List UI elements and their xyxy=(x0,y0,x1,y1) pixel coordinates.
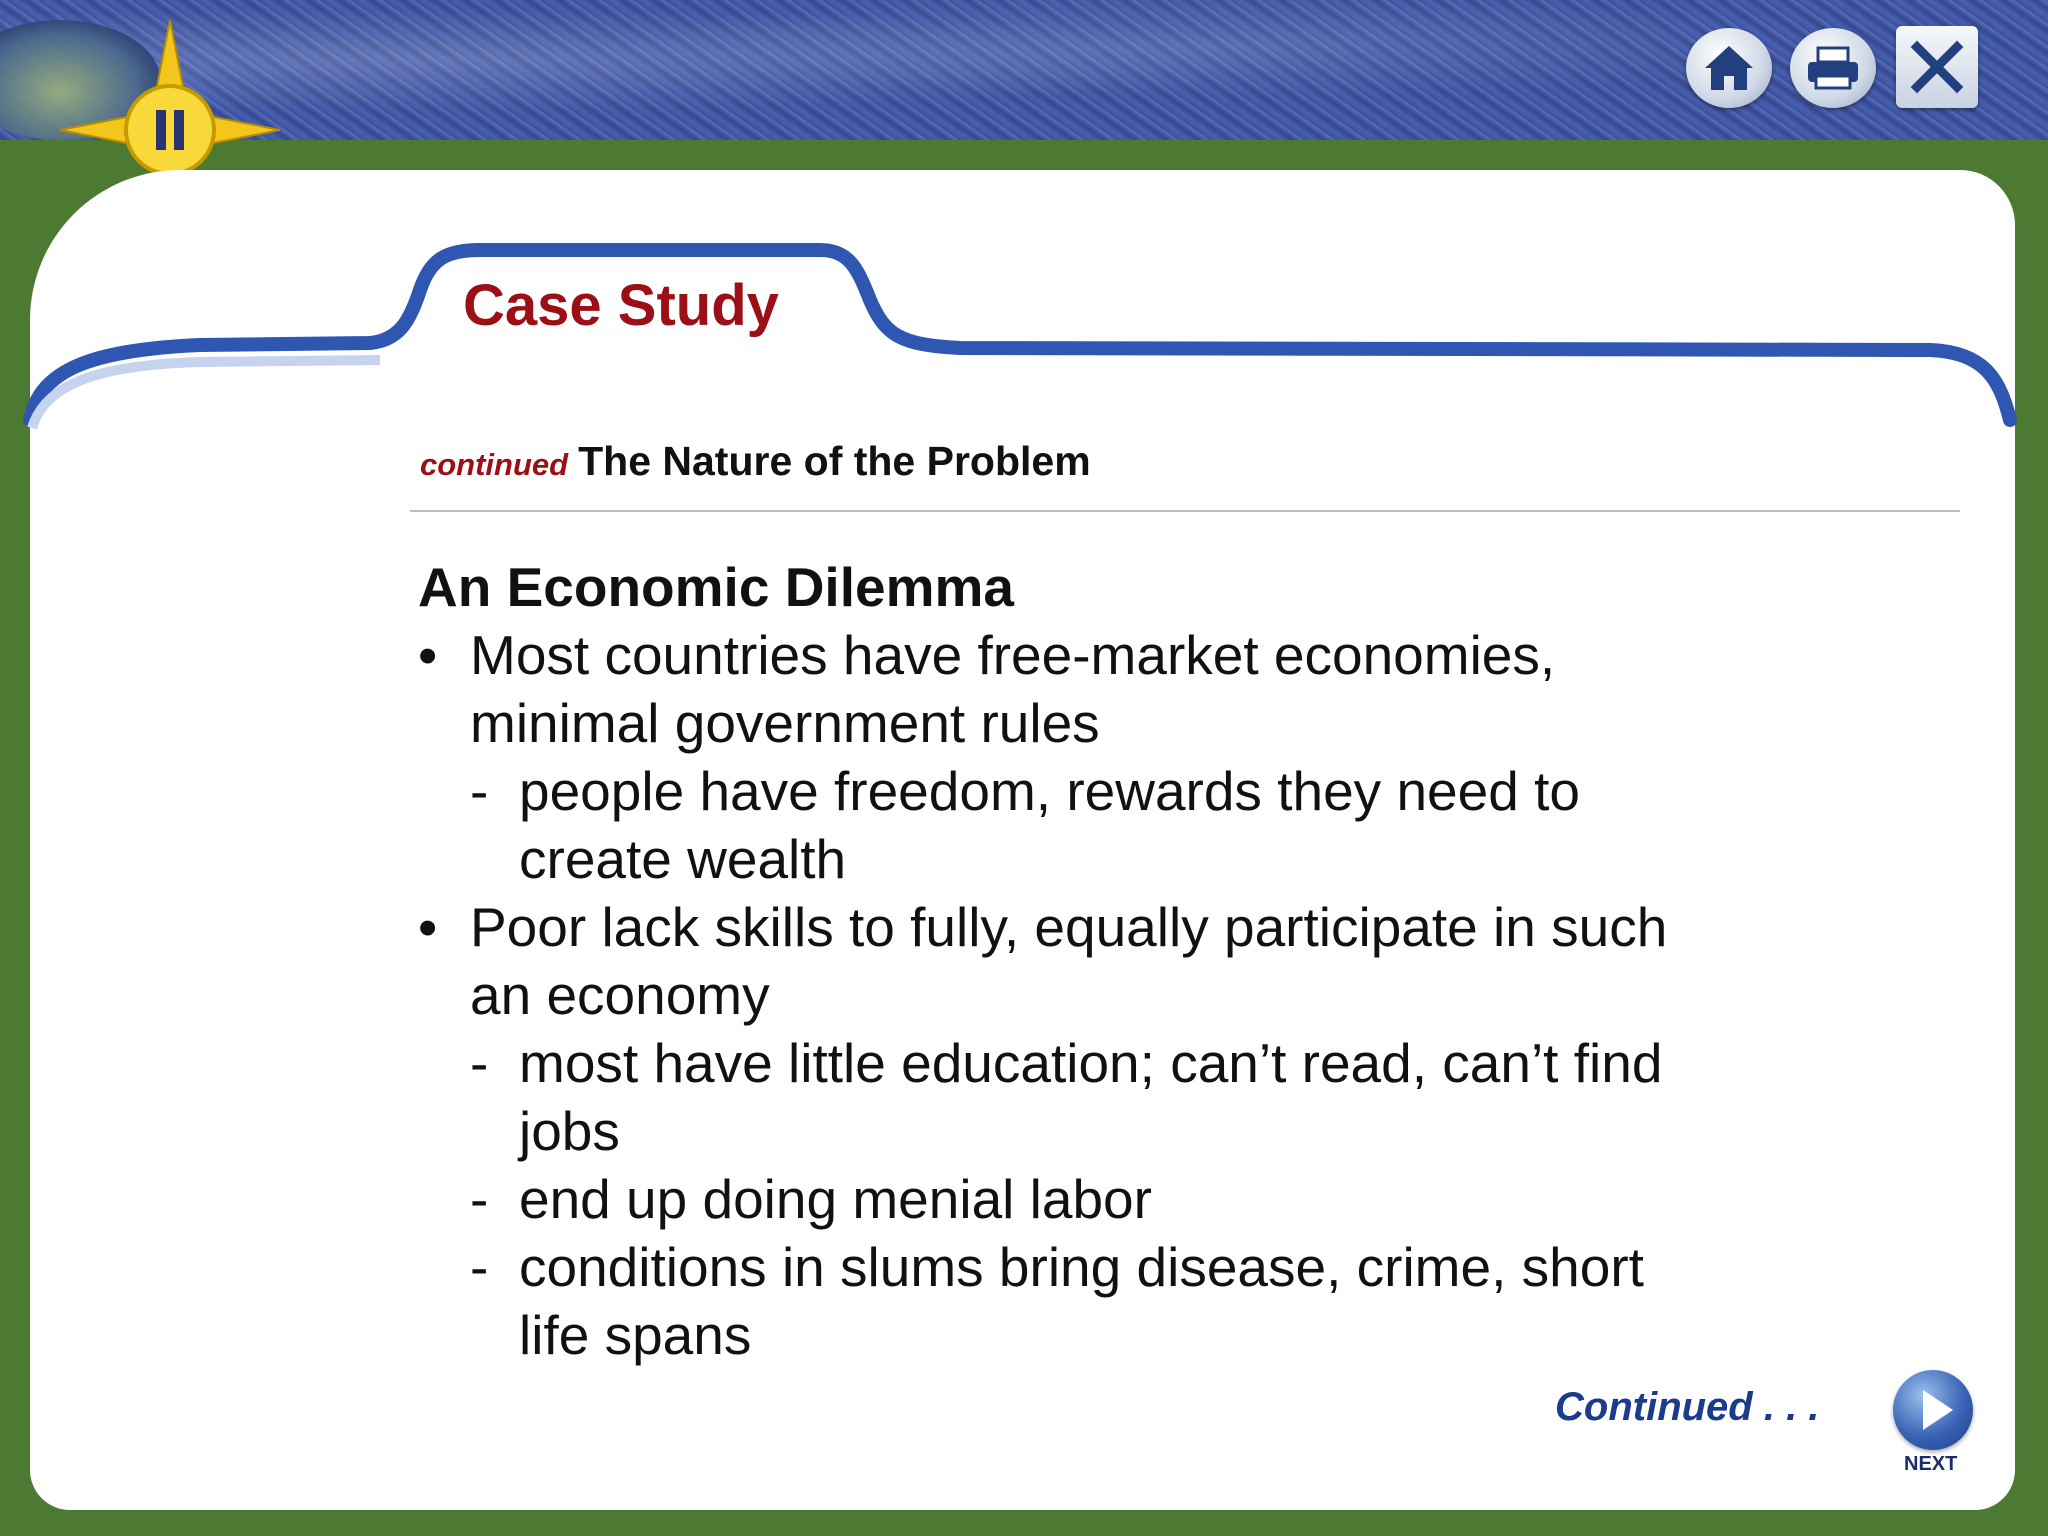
content-heading: An Economic Dilemma xyxy=(418,556,1014,618)
bullet-marker: • xyxy=(418,624,438,686)
continued-label: continued xyxy=(420,447,569,482)
dash-marker: - xyxy=(470,760,489,822)
print-button[interactable] xyxy=(1790,28,1876,108)
home-icon xyxy=(1703,44,1755,92)
play-arrow-icon xyxy=(1893,1370,1973,1450)
list-item xyxy=(418,1029,1678,1165)
section-title xyxy=(420,438,1091,485)
close-icon xyxy=(1909,39,1965,95)
list-item-text: end up doing menial labor xyxy=(519,1168,1152,1230)
list-item xyxy=(418,621,1678,757)
dash-marker: - xyxy=(470,1236,489,1298)
slide-content xyxy=(418,553,1678,1369)
continued-text: Continued . . . xyxy=(1555,1385,1820,1429)
list-item xyxy=(418,893,1678,1029)
list-item xyxy=(418,1165,1678,1233)
list-item-text: Poor lack skills to fully, equally participate in such an economy xyxy=(470,896,1668,1026)
list-item xyxy=(418,1233,1678,1369)
printer-icon xyxy=(1806,46,1860,90)
section-title-text: The Nature of the Problem xyxy=(578,438,1091,484)
next-button[interactable] xyxy=(1893,1370,1973,1450)
list-item xyxy=(418,757,1678,893)
list-item-text: people have freedom, rewards they need to create wealth xyxy=(519,760,1580,890)
next-label[interactable]: NEXT xyxy=(1904,1453,1958,1475)
close-button[interactable] xyxy=(1896,26,1978,108)
list-item-text: most have little education; can’t read, can’t find jobs xyxy=(519,1032,1663,1162)
home-button[interactable] xyxy=(1686,28,1772,108)
page-title: Case Study xyxy=(463,273,779,338)
divider xyxy=(410,510,1960,512)
dash-marker: - xyxy=(470,1168,489,1230)
dash-marker: - xyxy=(470,1032,489,1094)
list-item-text: conditions in slums bring disease, crime, short life spans xyxy=(519,1236,1644,1366)
list-item-text: Most countries have free-market economies, minimal government rules xyxy=(470,624,1556,754)
bullet-marker: • xyxy=(418,896,438,958)
